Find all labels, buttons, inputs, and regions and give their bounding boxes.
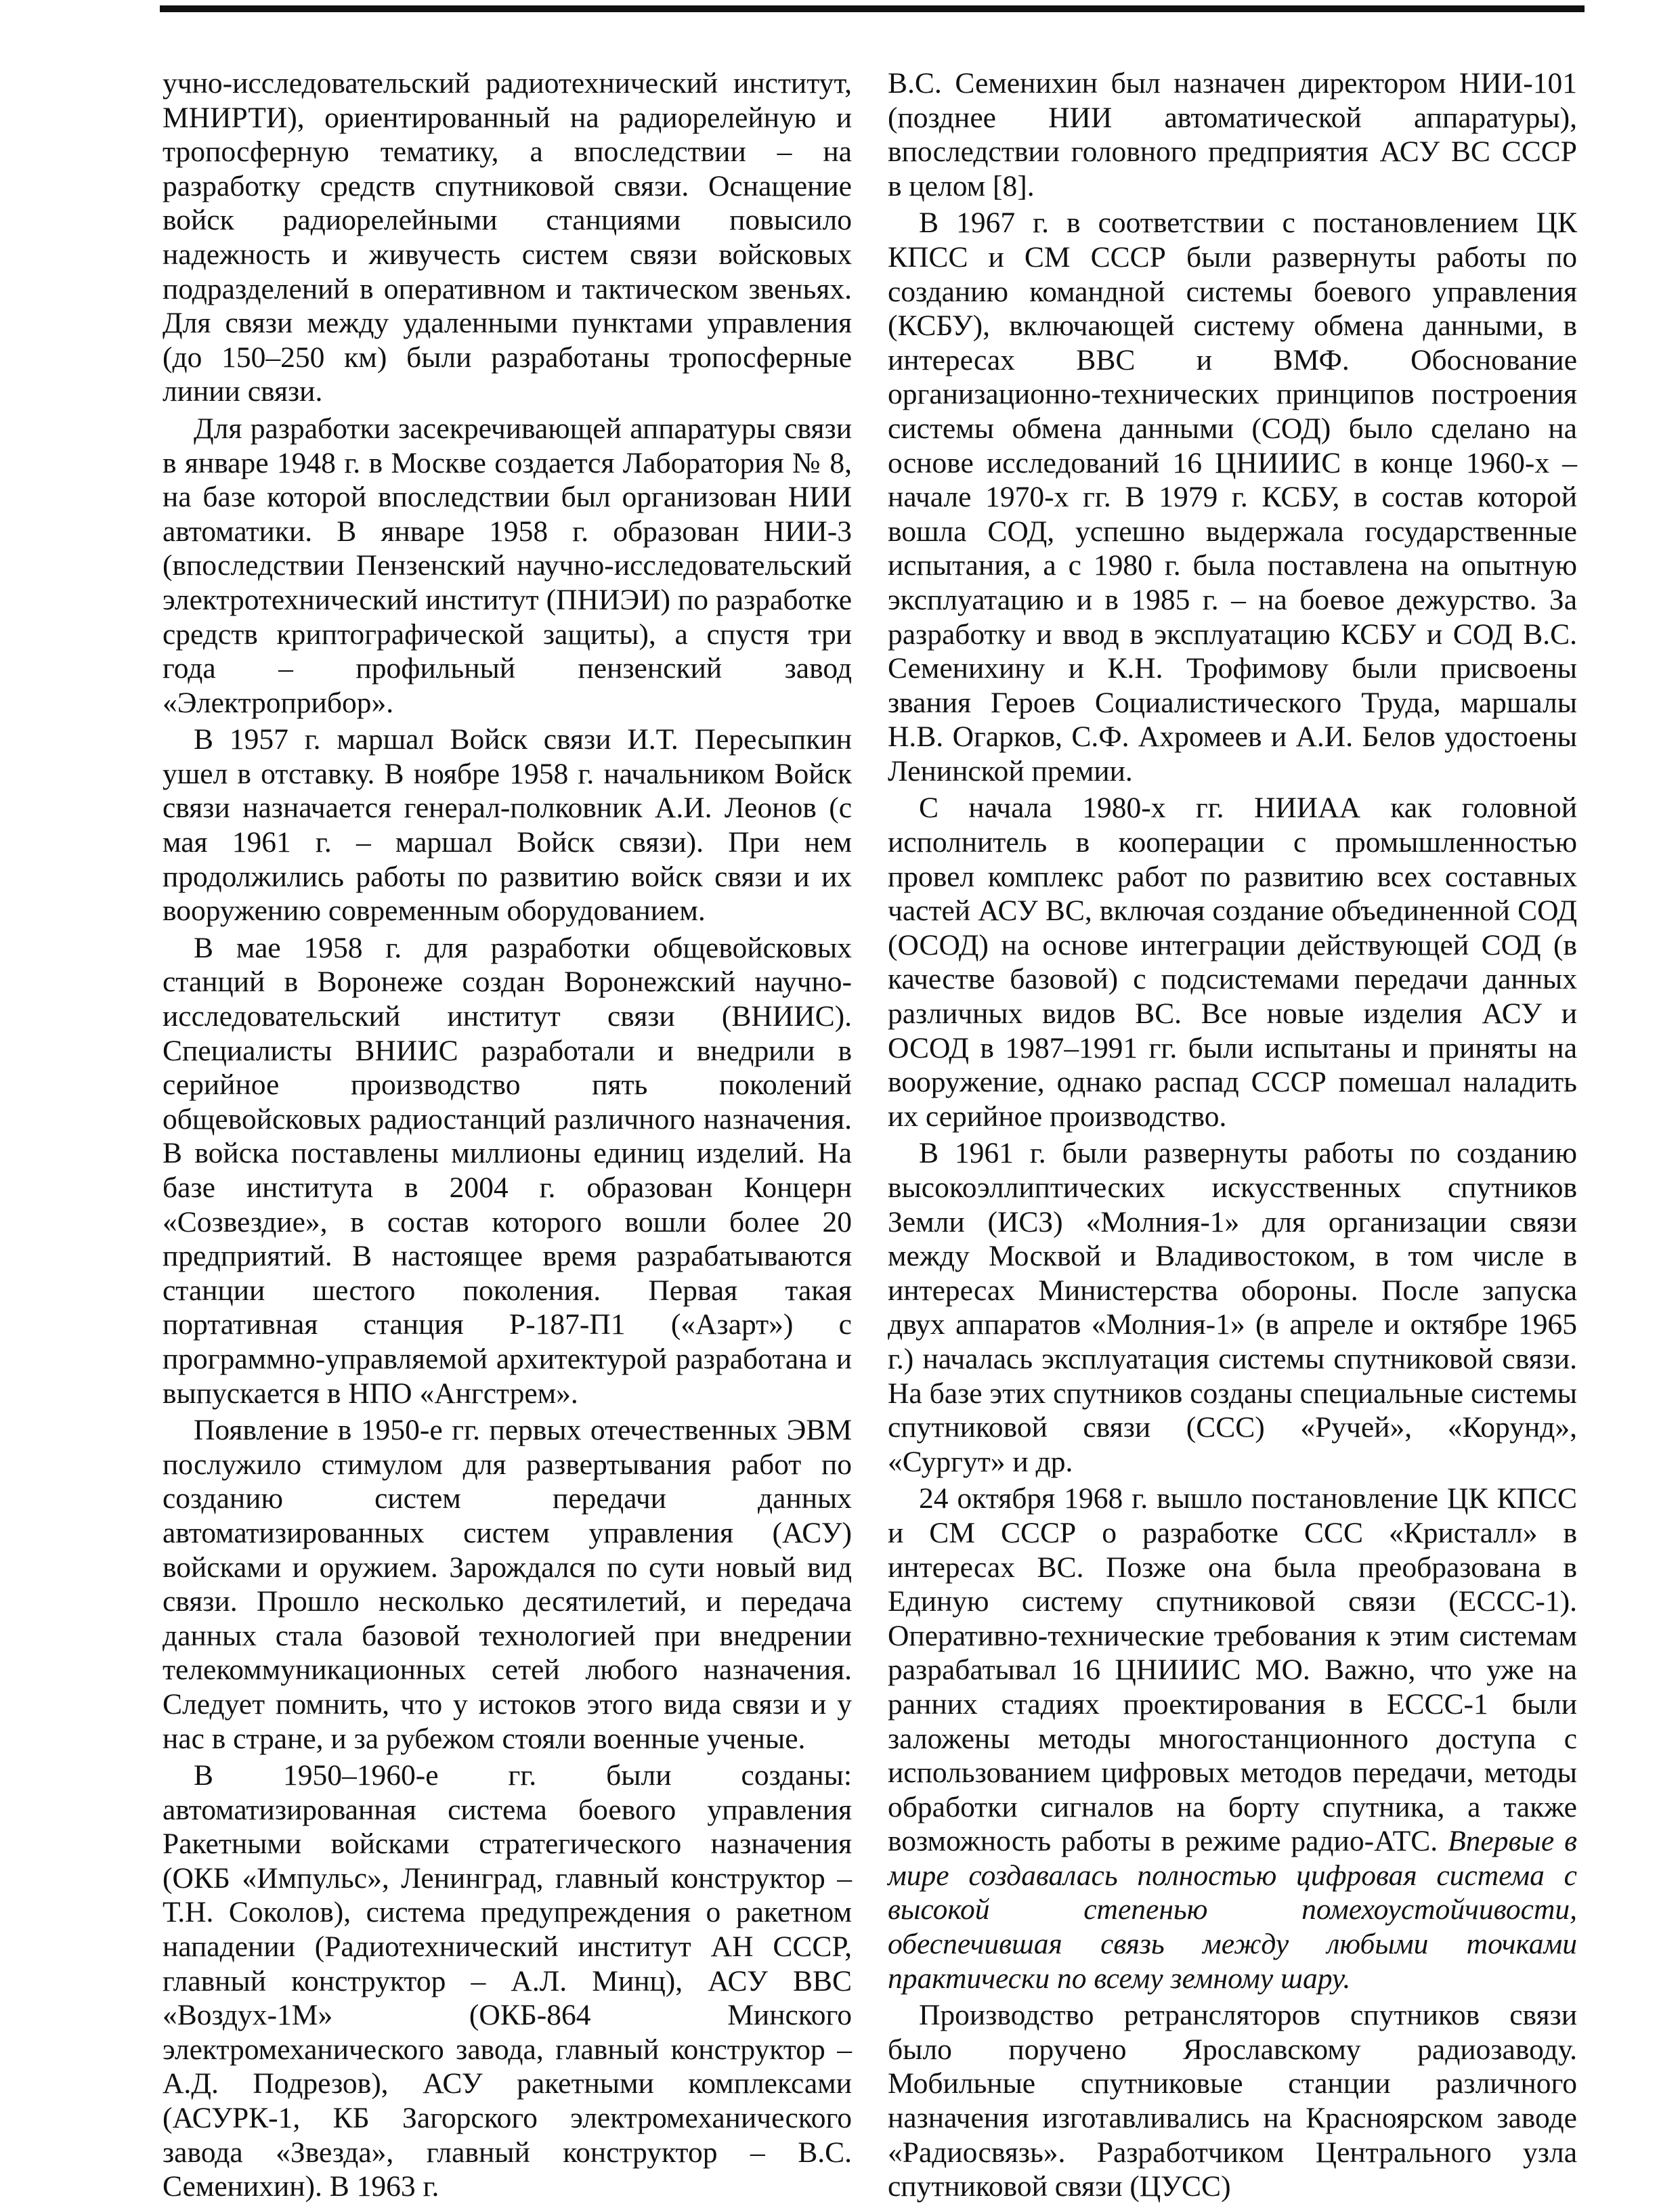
paragraph: учно-исследовательский радиотехнический институт, МНИРТИ), ориентированный на радиорелейную и тропосферную тематику, а впоследствии – на разработку средств спутниковой связи. Оснащение войск радиорелейными станциями повысило надежность и живучесть систем связи войсковых подразделений в оперативном и тактическом звеньях. Для связи между удаленными пунктами управления (до 150–250 км) были разработаны тропосферные линии связи. <box>163 67 852 408</box>
paragraph: В 1967 г. в соответствии с постановлением ЦК КПСС и СМ СССР были развернуты работы по созданию командной системы боевого управления (КСБУ), включающей систему обмена данными, в интересах ВВС и ВМФ. Обоснование организационно-технических принципов построения системы обмена данными (СОД) было сделано на основе исследований 16 ЦНИИИС в конце 1960-х – начале 1970-х гг. В 1979 г. КСБУ, в состав которой вошла СОД, успешно выдержала государственные испытания, а с 1980 г. была поставлена на опытную эксплуатацию и в 1985 г. – на боевое дежурство. За разработку и ввод в эксплуатацию КСБУ и СОД В.С. Семенихину и К.Н. Трофимову были присвоены звания Героев Социалистического Труда, маршалы Н.В. Огарков, С.Ф. Ахромеев и А.И. Белов удостоены Ленинской премии. <box>888 207 1577 787</box>
italic-emphasis: Впервые в мире создавалась полностью цифровая система с высокой степенью помехоустойчивости, обеспечившая связь между любыми точками практически по всему земному шару. <box>888 1825 1578 1995</box>
paragraph: Появление в 1950-е гг. первых отечественных ЭВМ послужило стимулом для развертывания работ по созданию систем передачи данных автоматизированных систем управления (АСУ) войсками и оружием. Зарождался по сути новый вид связи. Прошло несколько десятилетий, и передача данных стала базовой технологией при внедрении телекоммуникационных сетей любого назначения. Следует помнить, что у истоков этого вида связи и у нас в стране, и за рубежом стояли военные ученые. <box>163 1414 852 1755</box>
paragraph-text: 24 октября 1968 г. вышло постановление ЦК КПСС и СМ СССР о разработке ССС «Кристалл» в интересах ВС. Позже она была преобразована в Единую систему спутниковой связи (ЕССС-1). Оперативно-технические требования к этим системам разрабатывал 16 ЦНИИИС МО. Важно, что уже на ранних стадиях проектирования в ЕССС-1 были заложены методы многостанционного доступа с использованием цифровых методов передачи, методы обработки сигналов на борту спутника, а также возможность работы в режиме радио-АТС. <box>888 1482 1577 1858</box>
paragraph-with-emphasis <box>888 1482 1577 1995</box>
right-column <box>888 66 1577 2204</box>
paragraph: В 1961 г. были развернуты работы по созданию высокоэллиптических искусственных спутников Земли (ИСЗ) «Молния-1» для организации связи между Москвой и Владивостоком, в том числе в интересах Министерства обороны. После запуска двух аппаратов «Молния-1» (в апреле и октябре 1965 г.) началась эксплуатация системы спутниковой связи. На базе этих спутников созданы специальные системы спутниковой связи (ССС) «Ручей», «Корунд», «Сургут» и др. <box>888 1137 1577 1478</box>
paragraph: В 1957 г. маршал Войск связи И.Т. Пересыпкин ушел в отставку. В ноябре 1958 г. начальником Войск связи назначается генерал-полковник А.И. Леонов (с мая 1961 г. – маршал Войск связи). При нем продолжились работы по развитию войск связи и их вооружению современным оборудованием. <box>163 723 852 928</box>
paragraph: Для разработки засекречивающей аппаратуры связи в январе 1948 г. в Москве создается Лаборатория № 8, на базе которой впоследствии был организован НИИ автоматики. В январе 1958 г. образован НИИ-3 (впоследствии Пензенский научно-исследовательский электротехнический институт (ПНИЭИ) по разработке средств криптографической защиты), а спустя три года – профильный пензенский завод «Электроприбор». <box>163 412 852 719</box>
paragraph: В.С. Семенихин был назначен директором НИИ-101 (позднее НИИ автоматической аппаратуры), впоследствии головного предприятия АСУ ВС СССР в целом [8]. <box>888 67 1577 202</box>
paragraph: В 1950–1960-е гг. были созданы: автоматизированная система боевого управления Ракетными войсками стратегического назначения (ОКБ «Импульс», Ленинград, главный конструктор – Т.Н. Соколов), система предупреждения о ракетном нападении (Радиотехнический институт АН СССР, главный конструктор – А.Л. Минц), АСУ ВВС «Воздух-1М» (ОКБ-864 Минского электромеханического завода, главный конструктор – А.Д. Подрезов), АСУ ракетными комплексами (АСУРК-1, КБ Загорского электромеханического завода «Звезда», главный конструктор – В.С. Семенихин). В 1963 г. <box>163 1759 852 2203</box>
paragraph: В мае 1958 г. для разработки общевойсковых станций в Воронеже создан Воронежский научно-исследовательский институт связи (ВНИИС). Специалисты ВНИИС разработали и внедрили в серийное производство пять поколений общевойсковых радиостанций различного назначения. В войска поставлены миллионы единиц изделий. На базе института в 2004 г. образован Концерн «Созвездие», в состав которого вошли более 20 предприятий. В настоящее время разрабатываются станции шестого поколения. Первая такая портативная станция Р-187-П1 («Азарт») с программно-управляемой архитектурой разработана и выпускается в НПО «Ангстрем». <box>163 931 852 1410</box>
left-column <box>163 66 852 2204</box>
paragraph: Производство ретрансляторов спутников связи было поручено Ярославскому радиозаводу. Мобильные спутниковые станции различного назначения изготавливались на Красноярском заводе «Радиосвязь». Разработчиком Центрального узла спутниковой связи (ЦУСС) <box>888 1999 1577 2203</box>
top-rule <box>160 5 1585 12</box>
paragraph: С начала 1980-х гг. НИИАА как головной исполнитель в кооперации с промышленностью провел комплекс работ по развитию всех составных частей АСУ ВС, включая создание объединенной СОД (ОСОД) на основе интеграции действующей СОД (в качестве базовой) с подсистемами передачи данных различных видов ВС. Все новые изделия АСУ и ОСОД в 1987–1991 гг. были испытаны и приняты на вооружение, однако распад СССР помешал наладить их серийное производство. <box>888 792 1577 1133</box>
